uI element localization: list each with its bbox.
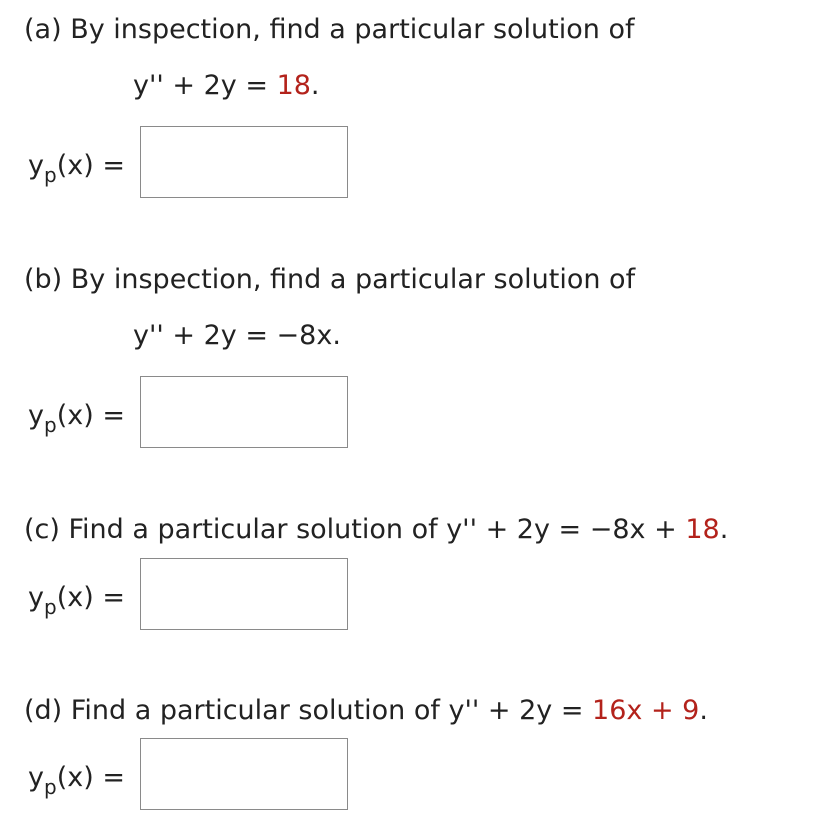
part-c-label-sub: p [43,595,57,619]
part-b-equation [133,322,341,349]
part-a-equation-end: . [310,70,320,101]
part-b-label-rest: (x) = [56,400,125,431]
part-b-label-sub: p [43,413,57,437]
part-a-label-y: y [28,150,44,181]
part-c-label-y: y [28,582,44,613]
part-c-answer-row [28,558,358,632]
part-a-prompt-text: (a) By inspection, find a particular solution of [24,14,635,45]
part-d-label-sub: p [43,775,57,799]
part-b-prompt-text: (b) By inspection, find a particular solution of [24,264,636,295]
part-d-equation-end: . [699,695,708,726]
part-b-prompt [24,266,635,293]
part-b-label-y: y [28,400,44,431]
part-d-label-y: y [28,762,44,793]
part-a-answer-input[interactable] [140,126,348,198]
part-c-prompt-text: (c) Find a particular solution of y'' + 2y = −8x + [24,514,686,545]
part-a-answer-label [28,150,125,187]
part-a-label-sub: p [43,163,57,187]
part-a-equation [133,72,320,99]
part-d-answer-input[interactable] [140,738,348,810]
part-d-answer-label [28,762,125,799]
part-c-prompt [24,516,728,543]
part-b-answer-input[interactable] [140,376,348,448]
part-c-label-rest: (x) = [56,582,125,613]
part-d-prompt [24,697,708,724]
part-a-equation-lhs: y'' + 2y = [133,70,277,101]
part-d-label-rest: (x) = [56,762,125,793]
part-c-equation-rhs: 18 [685,514,720,545]
part-c-equation-end: . [719,514,729,545]
part-b-equation-end: . [332,320,341,351]
part-d-prompt-text: (d) Find a particular solution of y'' + 2y = [24,695,593,726]
part-a-answer-row [28,126,358,200]
part-d-equation-rhs: 16x + 9 [592,695,700,726]
part-d-answer-row [28,738,358,812]
part-b-answer-row [28,376,358,450]
part-b-equation-lhs: y'' + 2y = −8x [133,320,333,351]
part-b-answer-label [28,400,125,437]
part-c-answer-label [28,582,125,619]
part-a-label-rest: (x) = [56,150,125,181]
part-a-prompt [24,16,635,43]
part-c-answer-input[interactable] [140,558,348,630]
part-a-equation-rhs: 18 [276,70,311,101]
